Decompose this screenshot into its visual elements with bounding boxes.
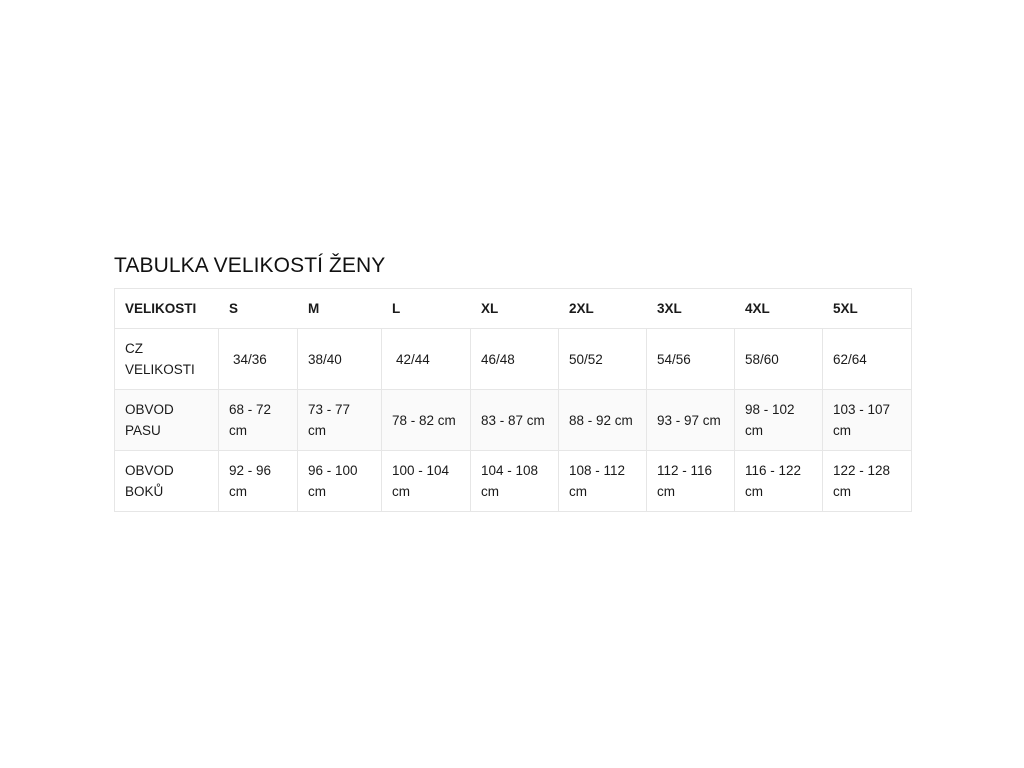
table-cell: 92 - 96 cm	[219, 451, 298, 512]
table-cell: 116 - 122 cm	[735, 451, 823, 512]
size-table	[114, 288, 912, 512]
table-cell: 68 - 72 cm	[219, 390, 298, 451]
header-cell-5xl: 5XL	[823, 289, 912, 329]
table-cell: 34/36	[219, 329, 298, 390]
table-cell: 88 - 92 cm	[559, 390, 647, 451]
table-cell: 93 - 97 cm	[647, 390, 735, 451]
table-cell: 54/56	[647, 329, 735, 390]
header-cell-4xl: 4XL	[735, 289, 823, 329]
table-cell: 108 - 112 cm	[559, 451, 647, 512]
row-label-text: OBVOD PASU	[125, 402, 174, 438]
row-label-waist	[115, 390, 219, 451]
header-cell-3xl: 3XL	[647, 289, 735, 329]
table-cell: 62/64	[823, 329, 912, 390]
table-cell: 58/60	[735, 329, 823, 390]
table-cell: 96 - 100 cm	[298, 451, 382, 512]
table-row	[115, 329, 912, 390]
header-cell-2xl: 2XL	[559, 289, 647, 329]
table-cell: 112 - 116 cm	[647, 451, 735, 512]
table-cell: 38/40	[298, 329, 382, 390]
table-cell: 103 - 107 cm	[823, 390, 912, 451]
header-cell-s: S	[219, 289, 298, 329]
table-cell: 104 - 108 cm	[471, 451, 559, 512]
table-row	[115, 451, 912, 512]
table-cell: 98 - 102 cm	[735, 390, 823, 451]
header-cell-xl: XL	[471, 289, 559, 329]
table-cell: 100 - 104 cm	[382, 451, 471, 512]
table-cell: 83 - 87 cm	[471, 390, 559, 451]
table-cell: 42/44	[382, 329, 471, 390]
header-cell-l: L	[382, 289, 471, 329]
table-cell: 50/52	[559, 329, 647, 390]
table-header-row	[115, 289, 912, 329]
table-cell: 46/48	[471, 329, 559, 390]
row-label-text: CZ VELIKOSTI	[125, 341, 195, 377]
row-label-hips	[115, 451, 219, 512]
table-cell: 122 - 128 cm	[823, 451, 912, 512]
row-label-text: OBVOD BOKŮ	[125, 463, 174, 499]
table-row	[115, 390, 912, 451]
table-cell: 73 - 77 cm	[298, 390, 382, 451]
table-cell: 78 - 82 cm	[382, 390, 471, 451]
header-cell-sizes: VELIKOSTI	[115, 289, 219, 329]
row-label-cz-sizes	[115, 329, 219, 390]
page-title: TABULKA VELIKOSTÍ ŽENY	[114, 254, 386, 277]
header-cell-m: M	[298, 289, 382, 329]
